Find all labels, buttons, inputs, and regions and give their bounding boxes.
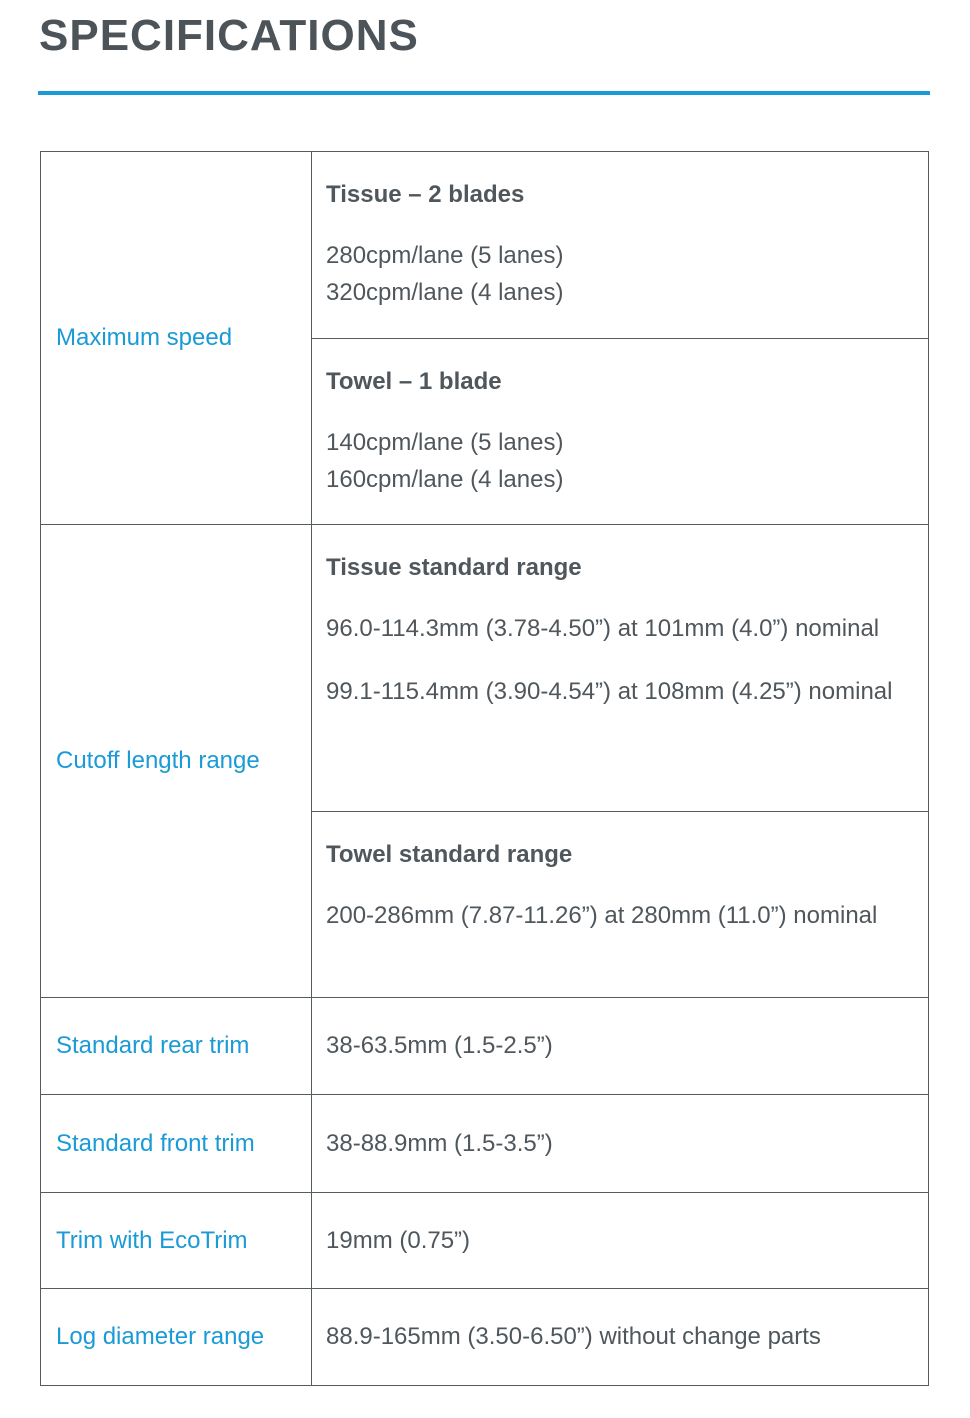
max-speed-tissue-line-2: 320cpm/lane (4 lanes) xyxy=(326,279,564,306)
cutoff-towel-range-1: 200-286mm (7.87-11.26”) at 280mm (11.0”) nominal xyxy=(326,902,878,929)
table-row xyxy=(41,1095,929,1193)
table-row xyxy=(41,998,929,1095)
log-diameter-label: Log diameter range xyxy=(41,1289,312,1386)
max-speed-tissue-line-1: 280cpm/lane (5 lanes) xyxy=(326,242,564,269)
cutoff-tissue-title: Tissue standard range xyxy=(326,554,582,581)
log-diameter-value: 88.9-165mm (3.50-6.50”) without change parts xyxy=(312,1289,929,1386)
heading-divider xyxy=(38,91,930,95)
cutoff-length-label: Cutoff length range xyxy=(41,525,312,998)
cutoff-towel-cell xyxy=(312,812,929,998)
cutoff-tissue-range-2: 99.1-115.4mm (3.90-4.54”) at 108mm (4.25”) nominal xyxy=(326,678,893,705)
cutoff-tissue-cell xyxy=(312,525,929,812)
ecotrim-value: 19mm (0.75”) xyxy=(312,1193,929,1289)
max-speed-towel-title: Towel – 1 blade xyxy=(326,368,502,395)
table-row xyxy=(41,1289,929,1386)
front-trim-value: 38-88.9mm (1.5-3.5”) xyxy=(312,1095,929,1193)
cutoff-tissue-range-1: 96.0-114.3mm (3.78-4.50”) at 101mm (4.0”) nominal xyxy=(326,615,880,642)
table-row xyxy=(41,152,929,339)
rear-trim-label: Standard rear trim xyxy=(41,998,312,1095)
cutoff-towel-title: Towel standard range xyxy=(326,841,573,868)
rear-trim-value: 38-63.5mm (1.5-2.5”) xyxy=(312,998,929,1095)
max-speed-tissue-title: Tissue – 2 blades xyxy=(326,181,525,208)
max-speed-towel-line-1: 140cpm/lane (5 lanes) xyxy=(326,429,564,456)
table-row xyxy=(41,525,929,812)
ecotrim-label: Trim with EcoTrim xyxy=(41,1193,312,1289)
max-speed-label: Maximum speed xyxy=(41,152,312,525)
max-speed-tissue-cell xyxy=(312,152,929,339)
max-speed-towel-line-2: 160cpm/lane (4 lanes) xyxy=(326,466,564,493)
table-row xyxy=(41,1193,929,1289)
max-speed-towel-cell xyxy=(312,339,929,525)
front-trim-label: Standard front trim xyxy=(41,1095,312,1193)
page-title: SPECIFICATIONS xyxy=(39,11,419,60)
specifications-table xyxy=(40,151,929,1386)
